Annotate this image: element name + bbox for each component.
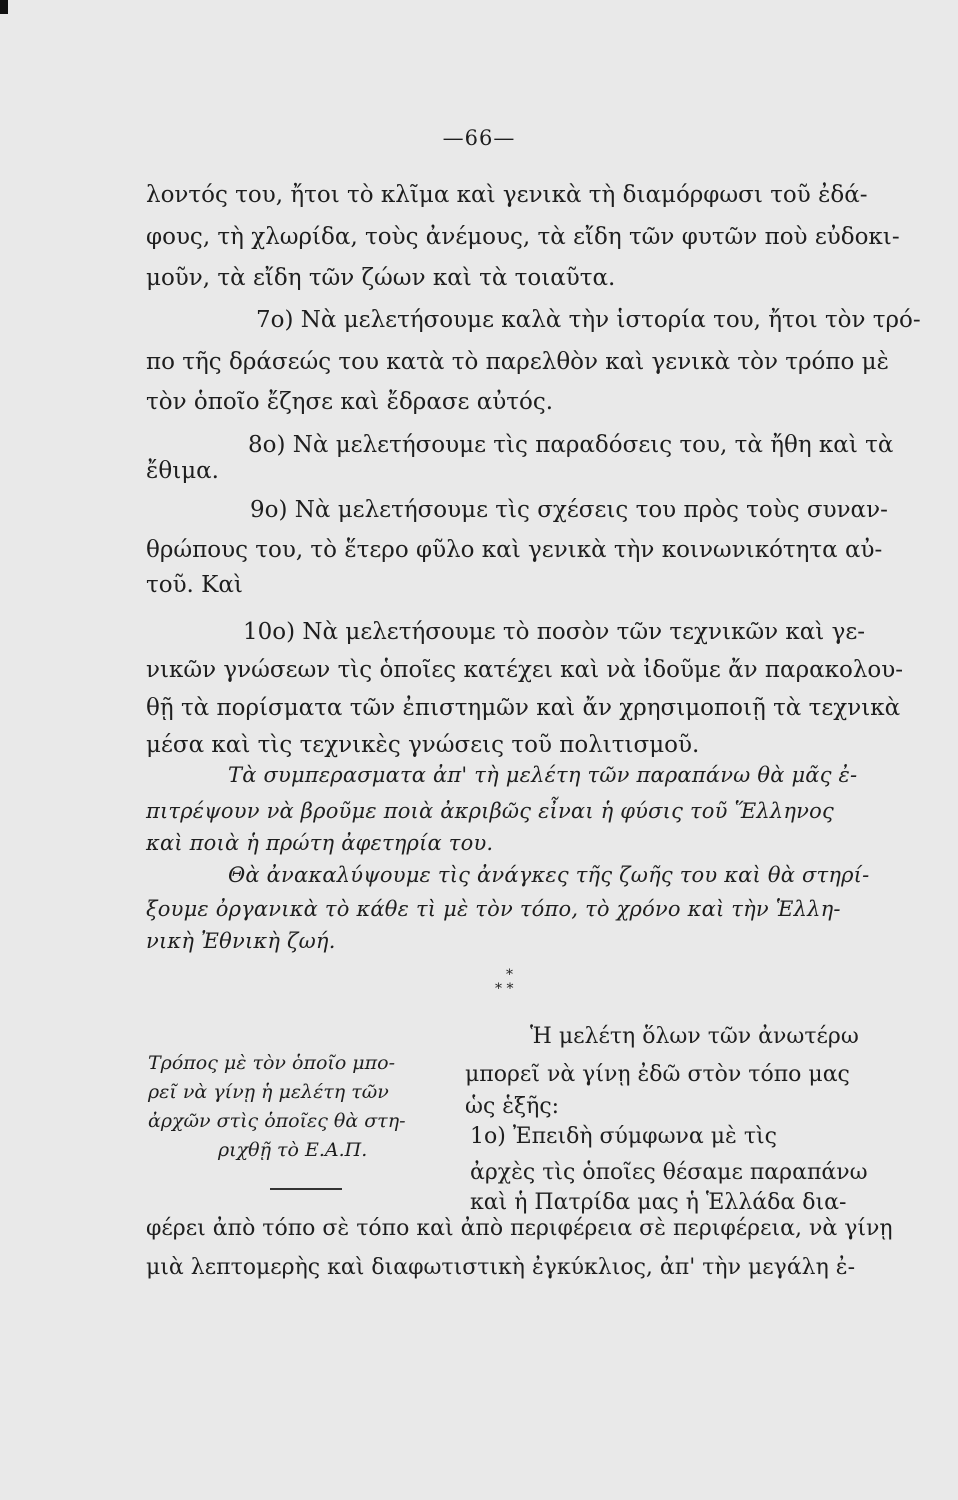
text-line: νικὴ Ἐθνικὴ ζωή. <box>146 929 336 953</box>
margin-note-line: ρεῖ νὰ γίνῃ ἡ μελέτη τῶν <box>148 1081 389 1103</box>
text-line: 9ο) Νὰ μελετήσουμε τὶς σχέσεις του πρὸς τοὺς συναν- <box>250 497 888 523</box>
text-line: τὸν ὁποῖο ἔζησε καὶ ἔδρασε αὐτός. <box>146 389 554 415</box>
text-line: φέρει ἀπὸ τόπο σὲ τόπο καὶ ἀπὸ περιφέρεια σὲ περιφέρεια, νὰ γίνῃ <box>146 1216 893 1241</box>
margin-note-line: ἀρχῶν στὶς ὁποῖες θὰ στη- <box>148 1110 406 1132</box>
text-line: μέσα καὶ τὶς τεχνικὲς γνώσεις τοῦ πολιτισμοῦ. <box>146 732 700 758</box>
text-line: ξουμε ὀργανικὰ τὸ κάθε τὶ μὲ τὸν τόπο, τὸ χρόνο καὶ τὴν Ἑλλη- <box>146 897 841 921</box>
text-line: καὶ ποιὰ ἡ πρώτη ἀφετηρία του. <box>146 831 494 855</box>
text-line: μοῦν, τὰ εἴδη τῶν ζώων καὶ τὰ τοιαῦτα. <box>146 265 616 291</box>
text-line: Τὰ συμπερασματα ἀπ' τὴ μελέτη τῶν παραπάνω θὰ μᾶς ἐ- <box>228 763 858 787</box>
text-line: 10ο) Νὰ μελετήσουμε τὸ ποσὸν τῶν τεχνικῶν καὶ γε- <box>243 619 866 645</box>
text-line: θρώπους του, τὸ ἕτερο φῦλο καὶ γενικὰ τὴν κοινωνικότητα αὐ- <box>146 537 883 563</box>
text-line: πιτρέψουν νὰ βροῦμε ποιὰ ἀκριβῶς εἶναι ἡ φύσις τοῦ Ἕλληνος <box>146 799 834 823</box>
page-number: —66— <box>442 126 516 150</box>
margin-note-line: Τρόπος μὲ τὸν ὁποῖο μπο- <box>148 1052 395 1074</box>
text-line: τοῦ. Καὶ <box>146 572 243 598</box>
text-line: μπορεῖ νὰ γίνῃ ἐδῶ στὸν τόπο μας <box>465 1062 850 1087</box>
text-line: πο τῆς δράσεώς του κατὰ τὸ παρελθὸν καὶ γενικὰ τὸν τρόπο μὲ <box>146 349 889 375</box>
text-line: Θὰ ἀνακαλύψουμε τὶς ἀνάγκες τῆς ζωῆς του καὶ θὰ στηρί- <box>228 863 870 887</box>
text-line: μιὰ λεπτομερὴς καὶ διαφωτιστικὴ ἐγκύκλιος, ἀπ' τὴν μεγάλη ἐ- <box>146 1255 856 1280</box>
margin-note-line: ριχθῇ τὸ Ε.Α.Π. <box>218 1139 368 1161</box>
text-line: θῇ τὰ πορίσματα τῶν ἐπιστημῶν καὶ ἄν χρησιμοποιῇ τὰ τεχνικὰ <box>146 695 901 721</box>
margin-note-rule <box>270 1188 342 1190</box>
section-asterisk: * <box>506 967 513 983</box>
text-line: 1ο) Ἐπειδὴ σύμφωνα μὲ τὶς <box>470 1124 777 1149</box>
text-line: ὡς ἑξῆς: <box>465 1094 560 1119</box>
text-line: Ἡ μελέτη ὅλων τῶν ἀνωτέρω <box>530 1024 859 1049</box>
text-line: ἔθιμα. <box>146 458 219 484</box>
text-line: λοντός του, ἤτοι τὸ κλῖμα καὶ γενικὰ τὴ διαμόρφωσι τοῦ ἐδά- <box>146 182 868 208</box>
text-line: καὶ ἡ Πατρίδα μας ἡ Ἑλλάδα δια- <box>470 1190 847 1215</box>
text-line: 8ο) Νὰ μελετήσουμε τὶς παραδόσεις του, τὰ ἤθη καὶ τὰ <box>248 432 894 458</box>
text-line: 7ο) Νὰ μελετήσουμε καλὰ τὴν ἱστορία του, ἤτοι τὸν τρό- <box>256 307 921 333</box>
text-line: ἀρχὲς τὶς ὁποῖες θέσαμε παραπάνω <box>470 1160 868 1185</box>
text-line: νικῶν γνώσεων τὶς ὁποῖες κατέχει καὶ νὰ ἰδοῦμε ἄν παρακολου- <box>146 657 904 683</box>
corner-mark <box>0 0 8 14</box>
section-asterisk: * * <box>495 981 514 997</box>
text-line: φους, τὴ χλωρίδα, τοὺς ἀνέμους, τὰ εἴδη τῶν φυτῶν ποὺ εὐδοκι- <box>146 224 900 250</box>
